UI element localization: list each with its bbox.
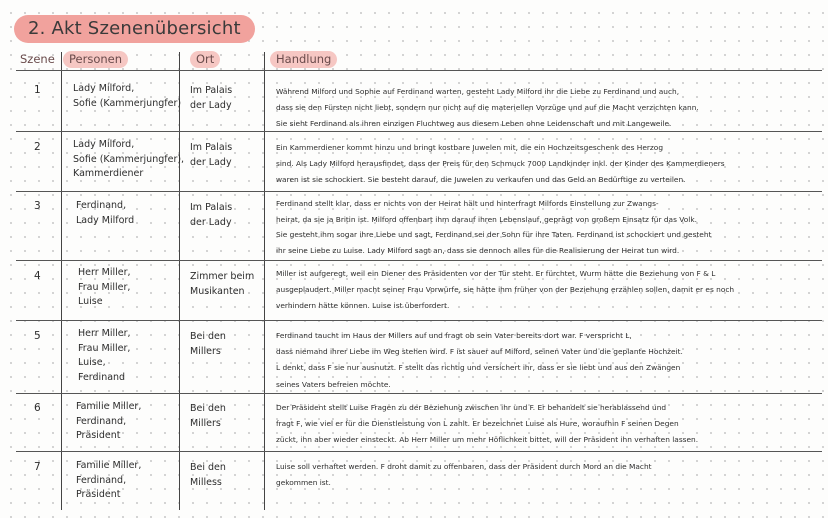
- plot-line: Luise soll verhaftet werden. F droht damit zu offenbaren, dass der Präsident durch Mord an die Macht: [276, 462, 652, 471]
- plot-line: Der Präsident stellt Luise Fragen zu der Beziehung zwischen ihr und F. Er behandelt sie herablassend und: [276, 403, 667, 412]
- location-line: Bei den: [190, 462, 226, 473]
- row-divider: [16, 191, 822, 192]
- plot-line: verhindern hätte können. Luise ist überfordert.: [276, 301, 450, 311]
- location-line: Milless: [190, 476, 222, 488]
- scene-location: [190, 201, 232, 230]
- row-divider: [16, 320, 822, 321]
- scene-persons: [76, 459, 141, 503]
- plot-line: seines Vaters befreien möchte.: [276, 379, 391, 389]
- person-line: Frau Miller,: [78, 342, 131, 354]
- location-line: der Lady: [190, 99, 232, 111]
- plot-line: Ein Kammerdiener kommt hinzu und bringt kostbare Juwelen mit, die ein Hochzeitsgeschenk des Herzog: [276, 143, 664, 152]
- scene-plot: [276, 400, 820, 449]
- person-line: Ferdinand,: [76, 474, 127, 486]
- scene-persons: [73, 82, 181, 111]
- person-line: Familie Miller,: [76, 401, 142, 412]
- scene-location: [190, 141, 232, 170]
- person-line: Lady Milford,: [73, 139, 135, 150]
- plot-line: Ferdinand stellt klar, dass er nichts von der Heirat hält und hinterfragt Milfords Einstellung zur Zwangs-: [276, 199, 659, 208]
- plot-line: Ferdinand taucht im Haus der Millers auf und fragt ob sein Vater bereits dort war. F verspricht L,: [276, 331, 632, 340]
- person-line: Luise: [78, 296, 103, 308]
- scene-number: 3: [34, 200, 41, 212]
- scene-plot: [276, 140, 820, 189]
- scene-location: [190, 402, 226, 431]
- person-line: Frau Miller,: [78, 281, 131, 293]
- scene-location: [190, 330, 226, 359]
- scene-location: [190, 461, 226, 490]
- plot-line: L denkt, dass F sie nur ausnutzt. F stellt das richtig und versichert ihr, dass er sie liebt und aus den Zwängen: [276, 363, 681, 373]
- location-line: Musikanten: [190, 285, 245, 297]
- person-line: Ferdinand,: [76, 200, 127, 211]
- location-line: Bei den: [190, 331, 226, 342]
- scene-location: [190, 84, 232, 113]
- location-line: Zimmer beim: [190, 271, 255, 282]
- person-line: Luise,: [78, 357, 106, 369]
- scene-persons: [78, 266, 131, 310]
- person-line: Präsident: [76, 430, 121, 442]
- location-line: Im Palais: [190, 202, 233, 213]
- row-divider: [16, 393, 822, 394]
- scene-number: 6: [34, 402, 41, 414]
- scene-plot: [276, 196, 820, 258]
- person-line: Ferdinand,: [76, 415, 127, 427]
- plot-line: sind. Als Lady Milford herausfindet, dass der Preis für den Schmuck 7000 Landkinder inkl. der Kinder des Kammerdieners: [276, 159, 725, 169]
- person-line: Sofie (Kammerjungfer),: [73, 153, 185, 165]
- plot-line: Sie gesteht ihm sogar ihre Liebe und sagt, Ferdinand sei der Sohn für ihre Taten. Ferdinand ist schockiert und gesteht: [276, 230, 712, 240]
- scene-number: 1: [34, 84, 41, 96]
- column-divider-1: [61, 52, 62, 510]
- location-line: Bei den: [190, 403, 226, 414]
- location-line: Millers: [190, 417, 221, 429]
- plot-line: waren ist sie schockiert. Sie besteht darauf, die Juwelen zu verkaufen und das Geld an Bedürftige zu verteilen.: [276, 175, 686, 185]
- scene-plot: [276, 84, 820, 133]
- plot-line: heirat, da sie ja Britin ist. Milford offenbart ihm darauf ihren Lebenslauf, geprägt von großem Einsatz für das Volk.: [276, 214, 697, 224]
- scene-persons: [78, 327, 131, 385]
- plot-line: dass niemand ihrer Liebe im Weg stehen wird. F ist sauer auf Milford, seinen Vater und die geplante Hochzeit.: [276, 347, 683, 357]
- scene-persons: [76, 400, 141, 444]
- plot-line: ihr seine Liebe zu Luise. Lady Milford sagt an, dass sie dennoch alles für die Realisierung der Heirat tun wird.: [276, 245, 680, 255]
- scene-persons: [76, 199, 134, 228]
- person-line: Ferdinand: [78, 371, 126, 383]
- header-szene: Szene: [20, 52, 55, 66]
- header-handlung: Handlung: [270, 51, 337, 68]
- column-divider-3: [264, 52, 265, 510]
- person-line: Lady Milford,: [73, 83, 135, 94]
- person-line: Familie Miller,: [76, 460, 142, 471]
- person-line: Präsident: [76, 489, 121, 501]
- scene-number: 2: [34, 141, 41, 153]
- scene-persons: [73, 138, 184, 182]
- scene-number: 5: [34, 330, 41, 342]
- plot-line: fragt F, wie viel er für die Dienstleistung von L zahlt. Er bezeichnet Luise als Hure, woraufhin F seinen Degen: [276, 419, 679, 429]
- person-line: Kammerdiener: [73, 168, 144, 180]
- row-divider: [16, 260, 822, 261]
- row-divider: [16, 451, 822, 452]
- header-personen: Personen: [63, 51, 128, 68]
- column-divider-2: [179, 52, 180, 510]
- plot-line: Während Milford und Sophie auf Ferdinand warten, gesteht Lady Milford ihr die Liebe zu Ferdinand und auch,: [276, 87, 680, 96]
- plot-line: Sie sieht Ferdinand als ihren einzigen Fluchtweg aus diesem Leben ohne Leidenschaft und mit Langeweile.: [276, 119, 672, 129]
- person-line: Herr Miller,: [78, 267, 131, 278]
- location-line: der Lady: [190, 156, 232, 168]
- scene-plot: [276, 459, 820, 491]
- plot-line: dass sie den Fürsten nicht liebt, sondern nur nicht auf die materiellen Vorzüge und auf die Macht verzichten kann.: [276, 103, 699, 113]
- page-title: 2. Akt Szenenübersicht: [14, 15, 255, 43]
- person-line: Lady Milford: [76, 214, 135, 226]
- person-line: Sofie (Kammerjungfer): [73, 97, 182, 109]
- plot-line: Miller ist aufgeregt, weil ein Diener des Präsidenten vor der Tür steht. Er fürchtet, Wurm hätte die Beziehung von F & L: [276, 269, 716, 278]
- header-ort: Ort: [190, 51, 220, 68]
- scene-location: [190, 270, 254, 299]
- person-line: Herr Miller,: [78, 328, 131, 339]
- plot-line: ausgeplaudert. Miller macht seiner Frau Vorwürfe, sie hätte ihm früher von der Beziehung erzählen sollen, damit er es noch: [276, 285, 735, 295]
- location-line: der Lady: [190, 216, 232, 228]
- location-line: Im Palais: [190, 142, 233, 153]
- header-underline: [16, 70, 822, 71]
- location-line: Millers: [190, 345, 221, 357]
- scene-number: 4: [34, 270, 41, 282]
- location-line: Im Palais: [190, 85, 233, 96]
- plot-line: zückt, ihn aber wieder einsteckt. Ab Herr Miller um mehr Höflichkeit bittet, will der Präsident ihn verhaften lassen.: [276, 435, 699, 445]
- scene-plot: [276, 328, 820, 393]
- scene-number: 7: [34, 461, 41, 473]
- plot-line: gekommen ist.: [276, 478, 331, 488]
- scene-plot: [276, 266, 820, 315]
